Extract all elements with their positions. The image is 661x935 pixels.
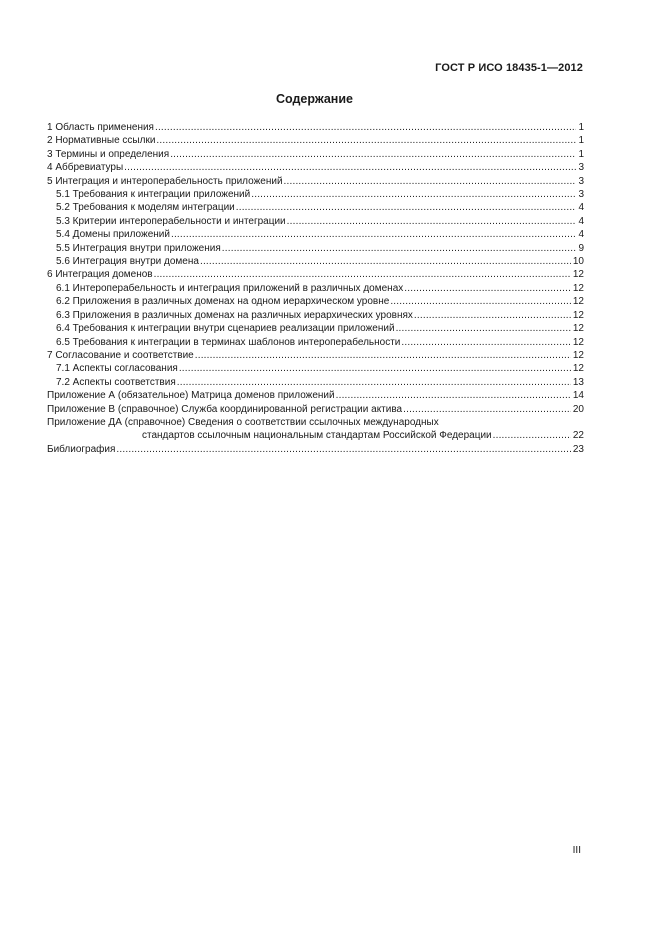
toc-entry-label: 3 Термины и определения [47,148,170,160]
document-code: ГОСТ Р ИСО 18435-1—2012 [435,62,583,74]
toc-entry[interactable] [47,282,584,295]
toc-entry-label: 5.2 Требования к моделям интеграции [56,202,235,214]
toc-entry-bibliography[interactable] [47,443,584,456]
toc-entry-page: 23 [572,443,584,455]
toc-leader-dots [116,443,570,456]
toc-leader-dots [414,309,571,322]
toc-leader-dots [200,255,571,268]
toc-entry-page: 3 [578,162,584,174]
toc-entry-label: 5.4 Домены приложений [56,229,170,241]
toc-entry-label: 6.5 Требования к интеграции в терминах шаблонов интероперабельности [56,336,401,348]
toc-entry-label: Приложение А (обязательное) Матрица доменов приложений [47,390,335,402]
toc-entry-page: 12 [572,282,584,294]
toc-entry-page: 12 [572,309,584,321]
page-number: III [572,845,581,856]
toc-entry[interactable] [47,134,584,147]
toc-entry[interactable] [47,362,584,375]
toc-entry[interactable] [47,336,584,349]
toc-entry-label: 5 Интеграция и интероперабельность приложений [47,175,283,187]
toc-leader-dots [179,362,571,375]
toc-entry-page: 12 [572,269,584,281]
toc-entry[interactable] [47,255,584,268]
toc-entry-page: 12 [572,363,584,375]
toc-entry-label: 5.5 Интеграция внутри приложения [56,242,221,254]
toc-entry[interactable] [47,148,584,161]
toc-entries [47,121,584,416]
toc-leader-dots [124,161,576,174]
toc-entry-label: 7.1 Аспекты согласования [56,363,178,375]
toc-entry-label: 7.2 Аспекты соответствия [56,376,176,388]
toc-entry-label: 6.4 Требования к интеграции внутри сценариев реализации приложений [56,323,395,335]
toc-entry-page: 12 [572,323,584,335]
toc-leader-dots [493,429,571,442]
toc-entry[interactable] [47,309,584,322]
toc-entry-label: 4 Аббревиатуры [47,162,124,174]
toc-entry-page: 12 [572,336,584,348]
toc-entry-page: 1 [578,148,584,160]
toc-entry-page: 1 [578,135,584,147]
toc-entry-label: 2 Нормативные ссылки [47,135,156,147]
toc-leader-dots [222,242,577,255]
toc-entry-label: 7 Согласование и соответствие [47,349,194,361]
toc-entry-label: 5.6 Интеграция внутри домена [56,256,199,268]
toc-entry[interactable] [47,268,584,281]
toc-leader-dots [390,295,571,308]
toc-entry-page: 3 [578,175,584,187]
toc-entry[interactable] [47,215,584,228]
toc-entry-annex-da[interactable] [47,416,584,443]
toc-entry[interactable] [47,228,584,241]
toc-entry[interactable] [47,403,584,416]
toc-entry-page: 4 [578,215,584,227]
toc-leader-dots [177,376,571,389]
toc-leader-dots [287,215,577,228]
toc-leader-dots [155,121,576,134]
toc-entry-label: Приложение ДА (справочное) Сведения о соответствии ссылочных международных [47,416,439,428]
toc-entry-label-continued: стандартов ссылочным национальным стандартам Российской Федерации [142,430,492,442]
toc-entry-page: 3 [578,189,584,201]
toc-leader-dots [404,282,571,295]
toc-entry-label: 5.3 Критерии интероперабельности и интеграции [56,215,286,227]
toc-entry-page: 10 [572,256,584,268]
toc-entry[interactable] [47,295,584,308]
toc-leader-dots [403,403,571,416]
toc-entry[interactable] [47,389,584,402]
toc-entry-label: Библиография [47,443,116,455]
toc-entry-page: 22 [572,430,584,442]
toc-entry[interactable] [47,242,584,255]
toc-entry-page: 1 [578,122,584,133]
toc-leader-dots [154,268,571,281]
toc-title: Содержание [275,92,353,106]
toc-entry-page: 9 [578,242,584,254]
toc-entry-label: 6.1 Интероперабельность и интеграция приложений в различных доменах [56,282,404,294]
toc-entry-page: 12 [572,296,584,308]
toc-leader-dots [251,188,576,201]
toc-entry[interactable] [47,121,584,134]
toc-leader-dots [336,389,571,402]
toc-entry-label: 6.3 Приложения в различных доменах на различных иерархических уровнях [56,309,413,321]
toc-leader-dots [171,228,576,241]
toc-leader-dots [401,336,570,349]
toc-entry-label: 6 Интеграция доменов [47,269,153,281]
toc-entry-page: 12 [572,349,584,361]
toc-entry-label: Приложение В (справочное) Служба координированной регистрации актива [47,403,403,415]
toc-leader-dots [396,322,571,335]
toc-leader-dots [195,349,571,362]
toc-entry-label: 1 Область применения [47,122,154,133]
toc-entry[interactable] [47,201,584,214]
toc-entry-page: 20 [572,403,584,415]
toc-leader-dots [236,201,577,214]
toc-entry[interactable] [47,161,584,174]
toc-entry-page: 13 [572,376,584,388]
toc-entry-page: 4 [578,229,584,241]
toc-entry[interactable] [47,376,584,389]
toc-entry-label: 5.1 Требования к интеграции приложений [56,189,251,201]
toc-entry[interactable] [47,175,584,188]
toc-leader-dots [170,148,576,161]
toc-entry[interactable] [47,349,584,362]
toc-leader-dots [156,134,576,147]
toc-entry-label: 6.2 Приложения в различных доменах на одном иерархическом уровне [56,296,390,308]
toc-leader-dots [284,175,577,188]
toc-entry-page: 14 [572,390,584,402]
toc-entry-page: 4 [578,202,584,214]
table-of-contents [47,121,584,456]
toc-entry[interactable] [47,322,584,335]
toc-entry[interactable] [47,188,584,201]
